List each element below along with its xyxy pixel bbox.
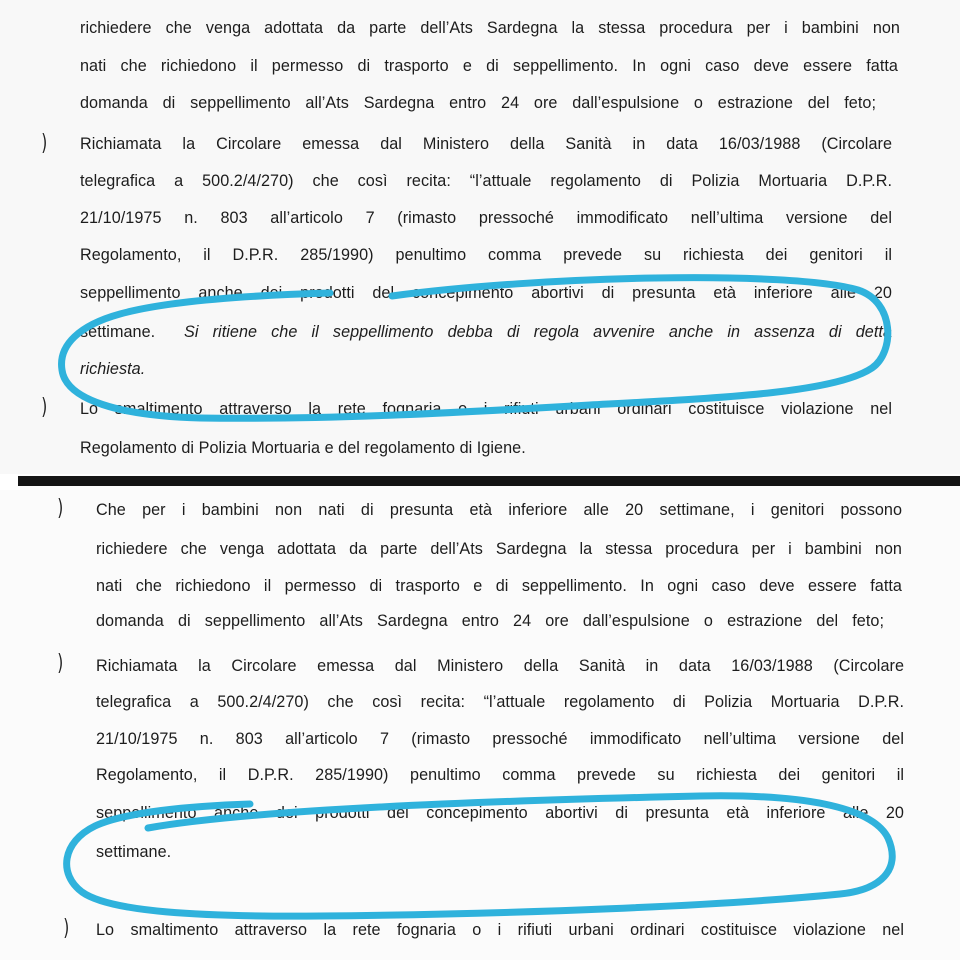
text-line: seppellimento anche dei prodotti del concepimento abortivi di presunta età inferiore alle 20 (80, 284, 892, 302)
bullet-bracket: ) (63, 916, 70, 941)
text-line: Regolamento, il D.P.R. 285/1990) penultimo comma prevede su richiesta dei genitori il (80, 246, 892, 264)
text-line: 21/10/1975 n. 803 all’articolo 7 (rimasto pressoché immodificato nell’ultima versione del (96, 730, 904, 748)
text-line: Regolamento, il D.P.R. 285/1990) penultimo comma prevede su richiesta dei genitori il (96, 766, 904, 784)
bullet-bracket: ) (57, 651, 64, 676)
text-line: telegrafica a 500.2/4/270) che così recita: “l’attuale regolamento di Polizia Mortuaria D.P.R. (96, 693, 904, 711)
text-line: seppellimento anche dei prodotti del concepimento abortivi di presunta età inferiore alle 20 (96, 804, 904, 822)
section-divider (18, 476, 960, 486)
text-line: Lo smaltimento attraverso la rete fognaria o i rifiuti urbani ordinari costituisce violazione nel (96, 921, 904, 939)
text-line: Richiamata la Circolare emessa dal Ministero della Sanità in data 16/03/1988 (Circolare (80, 135, 892, 153)
text-line: nati che richiedono il permesso di trasporto e di seppellimento. In ogni caso deve essere fatta (96, 577, 902, 595)
text-line: Che per i bambini non nati di presunta età inferiore alle 20 settimane, i genitori possono (96, 501, 902, 519)
bullet-bracket: ) (57, 496, 64, 521)
text-line: Lo smaltimento attraverso la rete fognaria o i rifiuti urbani ordinari costituisce violazione nel (80, 400, 892, 418)
text-line: Regolamento di Polizia Mortuaria e del regolamento di Igiene. (80, 439, 526, 457)
top-document-crop (0, 0, 960, 474)
text-line: telegrafica a 500.2/4/270) che così recita: “l’attuale regolamento di Polizia Mortuaria D.P.R. (80, 172, 892, 190)
bullet-bracket: ) (41, 131, 48, 156)
bullet-bracket: ) (41, 395, 48, 420)
text-line: domanda di seppellimento all’Ats Sardegna entro 24 ore dall’espulsione o estrazione del feto; (80, 94, 876, 112)
bottom-document-crop (0, 490, 960, 960)
text-line: richiedere che venga adottata da parte dell’Ats Sardegna la stessa procedura per i bambini non (80, 19, 900, 37)
text-line: nati che richiedono il permesso di trasporto e di seppellimento. In ogni caso deve essere fatta (80, 57, 898, 75)
italic-quote: Si ritiene che il seppellimento debba di regola avvenire anche in assenza di detta (184, 323, 892, 341)
text-line: Richiamata la Circolare emessa dal Ministero della Sanità in data 16/03/1988 (Circolare (96, 657, 904, 675)
italic-quote: richiesta. (80, 360, 146, 378)
text-line: 21/10/1975 n. 803 all’articolo 7 (rimasto pressoché immodificato nell’ultima versione del (80, 209, 892, 227)
text-line: settimane. (80, 323, 156, 341)
text-line: domanda di seppellimento all’Ats Sardegna entro 24 ore dall’espulsione o estrazione del feto; (96, 612, 884, 630)
text-line: settimane. (96, 843, 172, 861)
text-line: richiedere che venga adottata da parte dell’Ats Sardegna la stessa procedura per i bambini non (96, 540, 902, 558)
